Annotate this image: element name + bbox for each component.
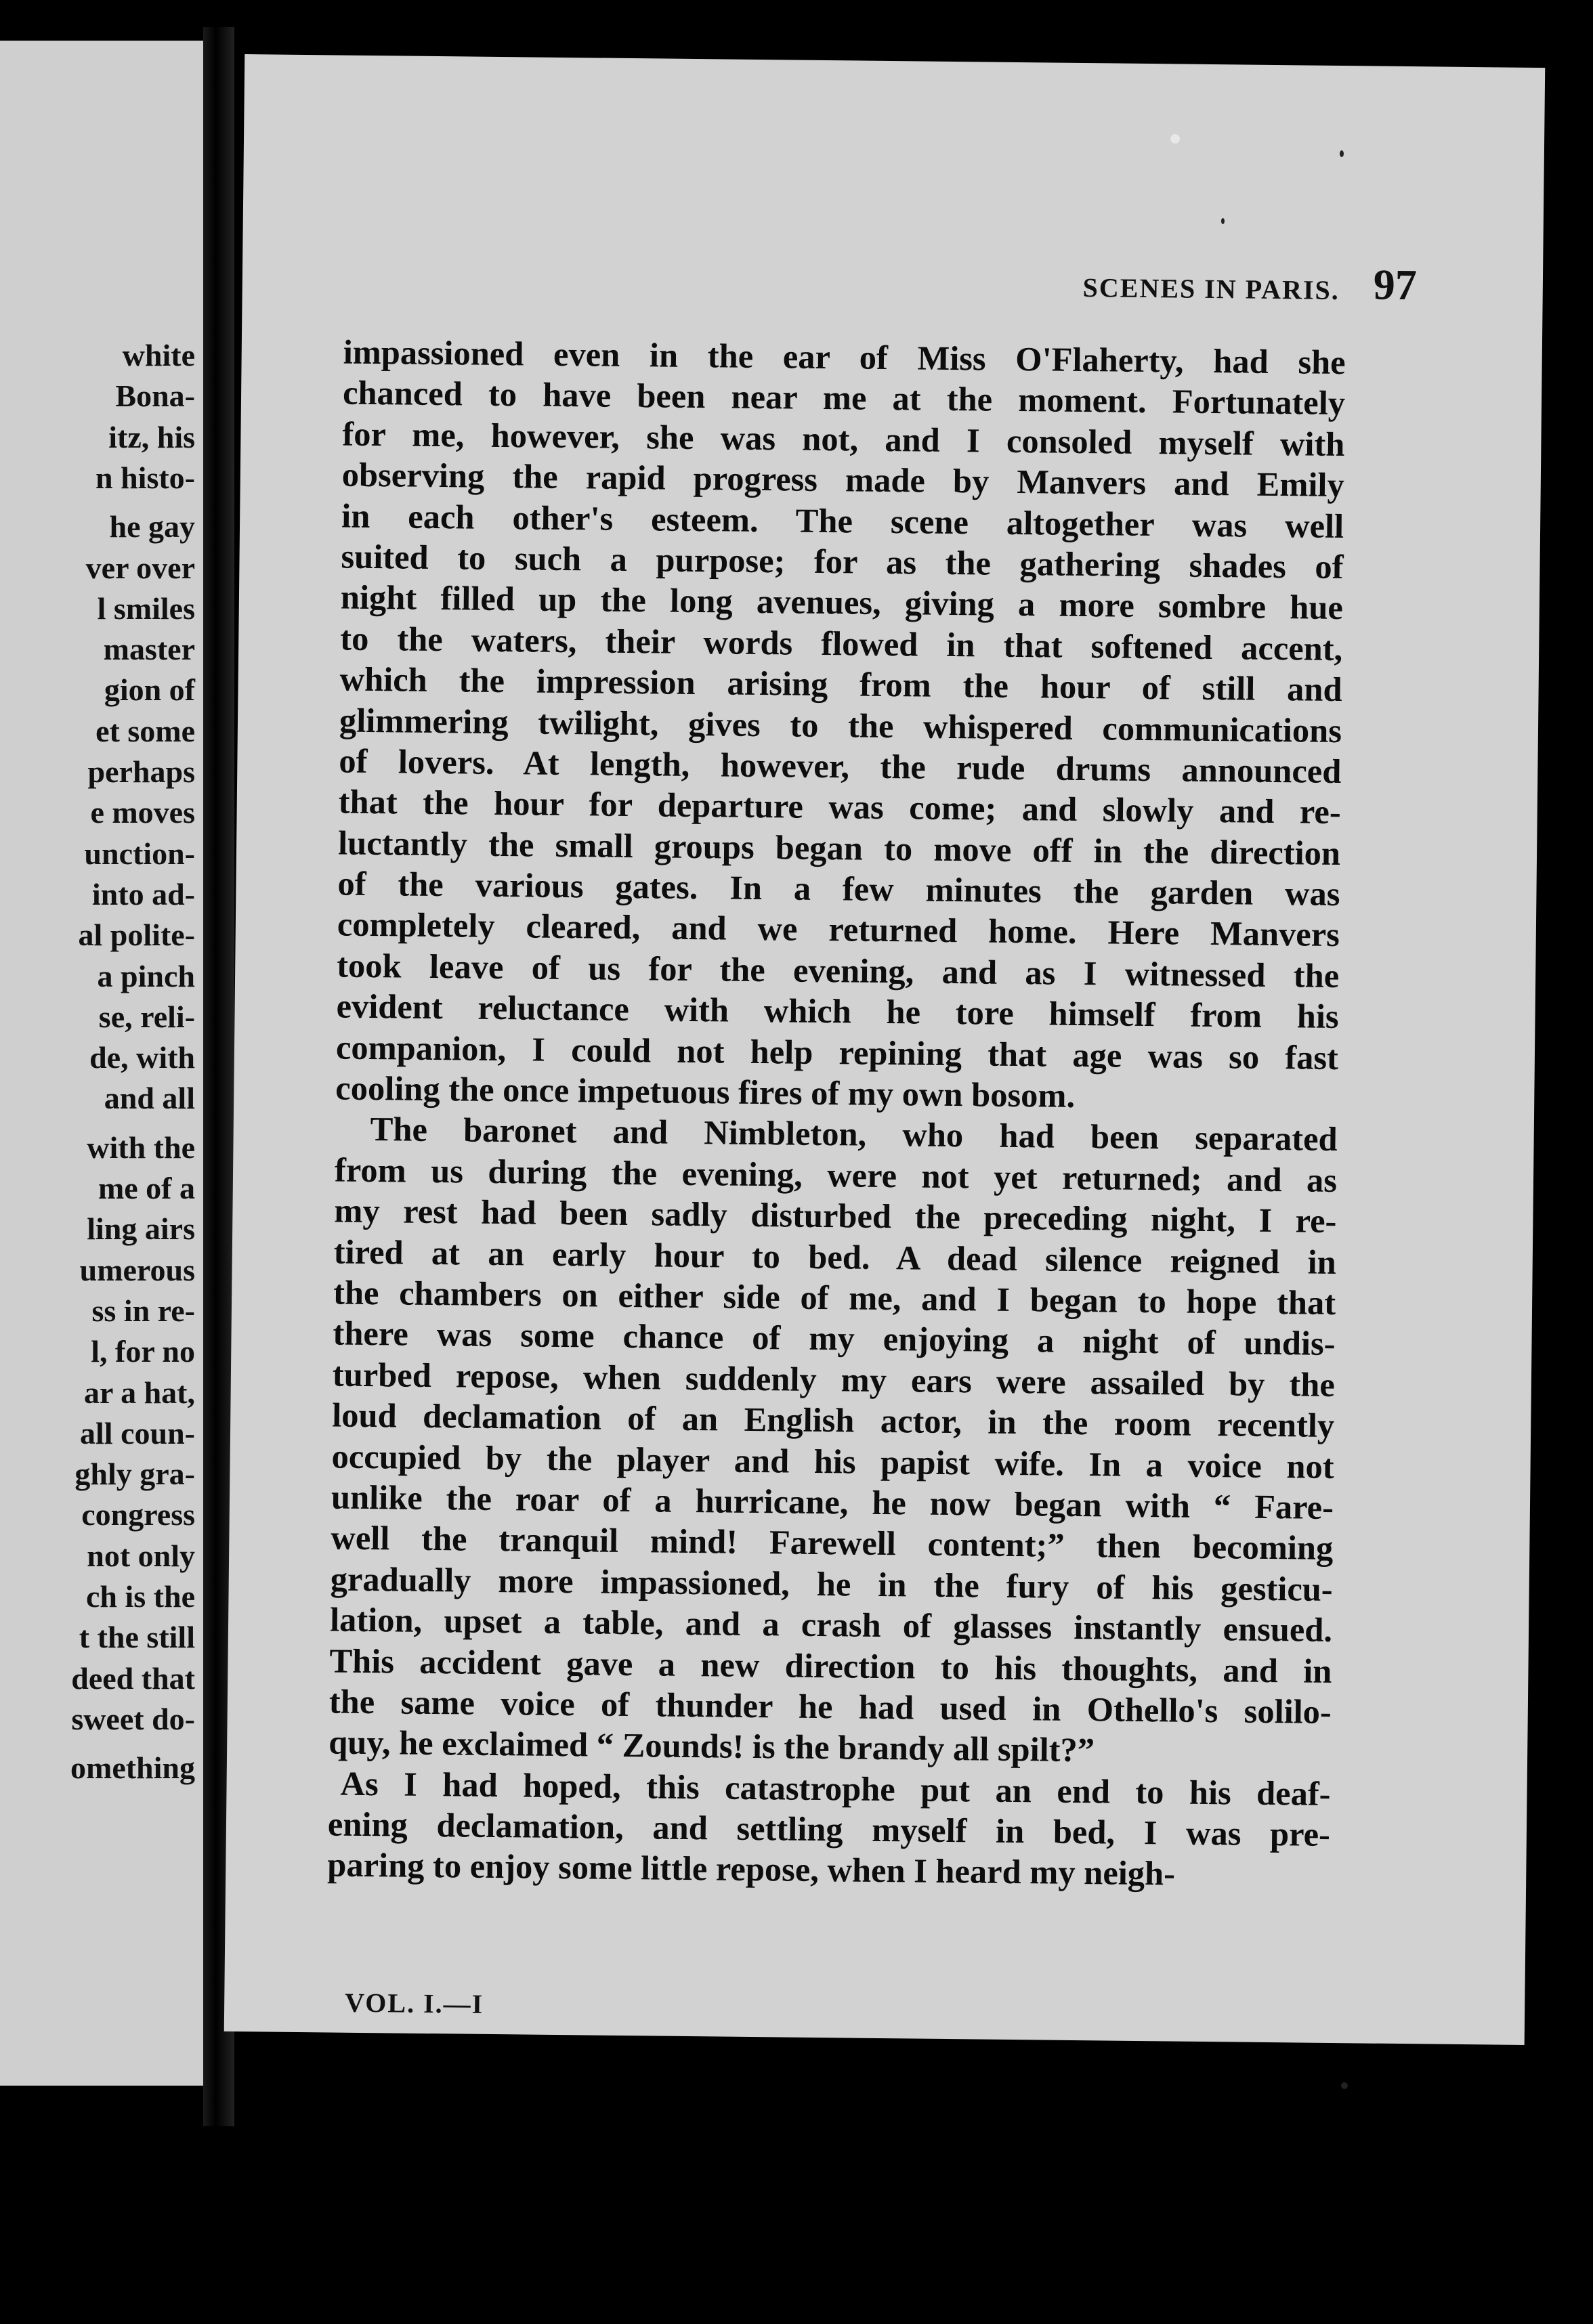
text-line: of lovers. At length, however, the rude drums announced <box>339 741 1342 790</box>
text-line: lation, upset a table, and a crash of glasses instantly ensued. <box>329 1600 1333 1650</box>
previous-page-fragment: e moves <box>90 795 195 830</box>
previous-page-fragment: ver over <box>85 550 195 585</box>
text-line: loud declamation of an English actor, in the room recently <box>332 1396 1335 1445</box>
previous-page-fragment: de, with <box>89 1040 195 1075</box>
text-line: well the tranquil mind! Farewell content;” then becoming <box>331 1518 1334 1568</box>
previous-page-fragment: me of a <box>98 1171 195 1205</box>
text-line: there was some chance of my enjoying a night of undis- <box>333 1314 1336 1363</box>
previous-page-fragment: t the still <box>79 1620 195 1655</box>
previous-page-fragment: a pinch <box>97 958 195 993</box>
text-line: tired at an early hour to bed. A dead silence reigned in <box>333 1232 1337 1281</box>
text-line: luctantly the small groups began to move off in the direction <box>337 823 1341 872</box>
text-line: which the impression arising from the hour of still and <box>339 660 1342 709</box>
text-line: The baronet and Nimbleton, who had been separated <box>370 1110 1338 1159</box>
previous-page-fragment: unction- <box>84 836 195 871</box>
previous-page-fragment: al polite- <box>78 918 195 953</box>
previous-page-fragment: not only <box>87 1538 195 1573</box>
text-line: impassioned even in the ear of Miss O'Flaherty, had she <box>343 332 1346 382</box>
previous-page-fragment: perhaps <box>87 754 195 789</box>
previous-page-fragment: he gay <box>109 509 195 544</box>
text-line: cooling the once impetuous fires of my own bosom. <box>335 1069 1076 1115</box>
previous-page-fragment: master <box>103 632 195 667</box>
previous-page-fragment: all coun- <box>80 1415 195 1450</box>
previous-page-fragment: ch is the <box>86 1579 195 1614</box>
text-line: took leave of us for the evening, and as I witnessed the <box>336 946 1340 995</box>
dust-speck <box>1221 218 1225 224</box>
dust-speck <box>1340 150 1344 157</box>
text-line: suited to such a purpose; for as the gathering shades of <box>341 537 1344 586</box>
previous-page-fragment: ghly gra- <box>75 1457 195 1492</box>
page-number: 97 <box>1373 260 1418 309</box>
text-line: from us during the evening, were not yet returned; and as <box>334 1150 1338 1199</box>
previous-page-fragment: l, for no <box>91 1334 195 1369</box>
previous-page-fragment: itz, his <box>108 419 195 454</box>
signature-mark: VOL. I.—I <box>344 1987 484 2019</box>
previous-page-fragment: omething <box>70 1750 195 1786</box>
previous-page-fragment: and all <box>104 1081 195 1116</box>
body-text <box>327 332 1346 1896</box>
previous-page-fragment: se, reli- <box>98 999 195 1034</box>
previous-page-edge <box>0 41 203 2086</box>
text-line: my rest had been sadly disturbed the preceding night, I re- <box>334 1191 1337 1241</box>
previous-page-fragment: congress <box>81 1497 195 1532</box>
text-line: night filled up the long avenues, giving a more sombre hue <box>340 578 1344 627</box>
text-line: the chambers on either side of me, and I began to hope that <box>333 1273 1336 1322</box>
text-line: the same voice of thunder he had used in Othello's solilo- <box>328 1682 1332 1731</box>
previous-page-fragment: into ad- <box>91 876 195 911</box>
text-line: occupied by the player and his papist wife. In a voice not <box>331 1437 1334 1486</box>
previous-page-fragment: ling airs <box>87 1211 195 1247</box>
text-line: This accident gave a new direction to his thoughts, and in <box>329 1641 1332 1690</box>
previous-page-fragment: l smiles <box>97 590 195 626</box>
text-line: completely cleared, and we returned home. Here Manvers <box>337 905 1340 954</box>
text-line: for me, however, she was not, and I consoled myself with <box>342 414 1345 463</box>
text-line: As I had hoped, this catastrophe put an end to his deaf- <box>340 1764 1331 1813</box>
previous-page-fragment: gion of <box>104 672 195 708</box>
previous-page-fragment: ss in re- <box>91 1293 195 1328</box>
text-line: turbed repose, when suddenly my ears were assailed by the <box>332 1355 1336 1404</box>
previous-page-fragment: white <box>122 338 195 372</box>
text-line: chanced to have been near me at the moment. Fortunately <box>342 373 1346 423</box>
text-line: gradually more impassioned, he in the fury of his gesticu- <box>330 1559 1333 1608</box>
previous-page-fragment: ar a hat, <box>84 1375 195 1410</box>
running-head: SCENES IN PARIS. <box>1082 272 1340 305</box>
text-line: to the waters, their words flowed in that softened accent, <box>340 619 1343 668</box>
text-line: companion, I could not help repining that age was so fast <box>335 1028 1339 1077</box>
text-line: unlike the roar of a hurricane, he now began with “ Fare- <box>331 1478 1334 1526</box>
book-page <box>224 54 1545 2045</box>
text-line: glimmering twilight, gives to the whispered communications <box>339 701 1342 750</box>
text-line: evident reluctance with which he tore himself from his <box>336 987 1339 1036</box>
dust-speck <box>1170 134 1180 144</box>
previous-page-fragment: n histo- <box>95 460 195 495</box>
previous-page-fragment: with the <box>87 1129 195 1165</box>
previous-page-fragment: umerous <box>79 1252 195 1287</box>
text-line: that the hour for departure was come; and slowly and re- <box>338 782 1342 832</box>
text-line: in each other's esteem. The scene altogether was well <box>341 496 1344 545</box>
text-line: quy, he exclaimed “ Zounds! is the brandy all spilt?” <box>328 1723 1095 1769</box>
previous-page-fragment: et some <box>95 713 195 748</box>
text-line: of the various gates. In a few minutes the garden was <box>337 864 1340 913</box>
text-line: paring to enjoy some little repose, when I heard my neigh- <box>327 1845 1176 1893</box>
previous-page-fragment: Bona- <box>115 379 195 414</box>
text-line: observing the rapid progress made by Manvers and Emily <box>341 455 1345 504</box>
previous-page-fragment: deed that <box>71 1660 195 1696</box>
text-line: ening declamation, and settling myself in bed, I was pre- <box>327 1805 1331 1854</box>
previous-page-fragment: sweet do- <box>71 1701 195 1736</box>
dust-speck <box>1341 2082 1348 2089</box>
